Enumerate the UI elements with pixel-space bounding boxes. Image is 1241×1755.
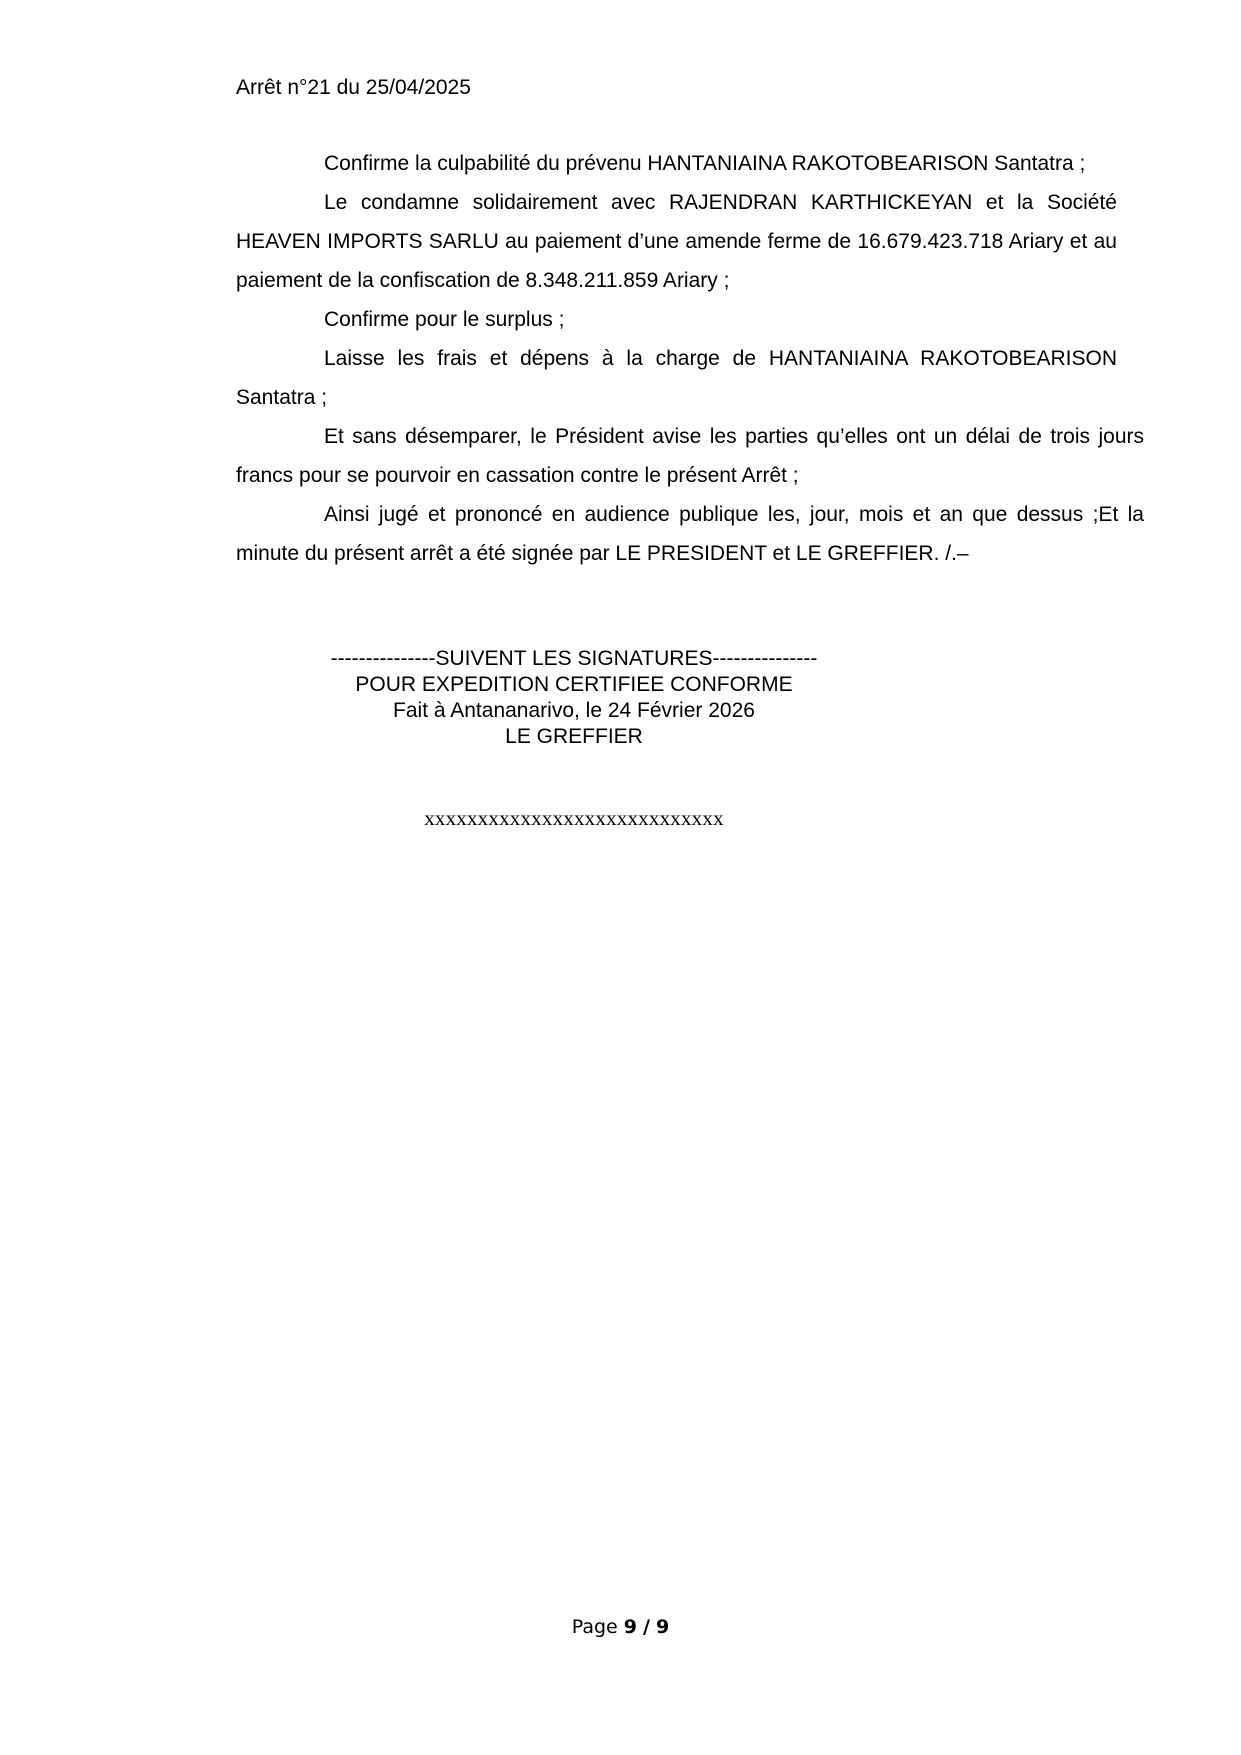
page-footer [0,1613,1241,1641]
paragraph-judgment-signed: Ainsi jugé et prononcé en audience publique les, jour, mois et an que dessus ;Et la minute du présent arrêt a été signée par LE PRESIDENT et LE GREFFIER. /.– [236,503,1144,565]
page-separator: / [643,1616,650,1638]
paragraph-costs: Laisse les frais et dépens à la charge de HANTANIAINA RAKOTOBEARISON Santatra ; [236,347,1117,409]
clerk-title: LE GREFFIER [505,725,643,748]
signatures-follow-line: ---------------SUIVENT LES SIGNATURES--------------- [330,647,818,670]
redacted-signature: xxxxxxxxxxxxxxxxxxxxxxxxxxxx [424,806,724,830]
paragraph-culpability: Confirme la culpabilité du prévenu HANTANIAINA RAKOTOBEARISON Santatra ; [324,152,1086,175]
paragraph-surplus: Confirme pour le surplus ; [324,308,565,331]
paragraph-appeal-delay: Et sans désemparer, le Président avise les parties qu’elles ont un délai de trois jours francs pour se pourvoir en cassation contre le présent Arrêt ; [236,425,1144,487]
page-label: Page [571,1616,618,1638]
page-current: 9 [623,1616,637,1638]
decision-header: Arrêt n°21 du 25/04/2025 [236,76,471,99]
certified-copy-line: POUR EXPEDITION CERTIFIEE CONFORME [355,673,793,696]
paragraph-condemnation: Le condamne solidairement avec RAJENDRAN KARTHICKEYAN et la Société HEAVEN IMPORTS SARLU au paiement d’une amende ferme de 16.679.423.718 Ariary et au paiement de la confiscation de 8.348.211.859 Ariary ; [236,191,1117,292]
signatures-block [236,646,912,750]
place-date-line: Fait à Antananarivo, le 24 Février 2026 [393,699,755,722]
page-total: 9 [656,1616,670,1638]
decision-body [236,144,1144,573]
